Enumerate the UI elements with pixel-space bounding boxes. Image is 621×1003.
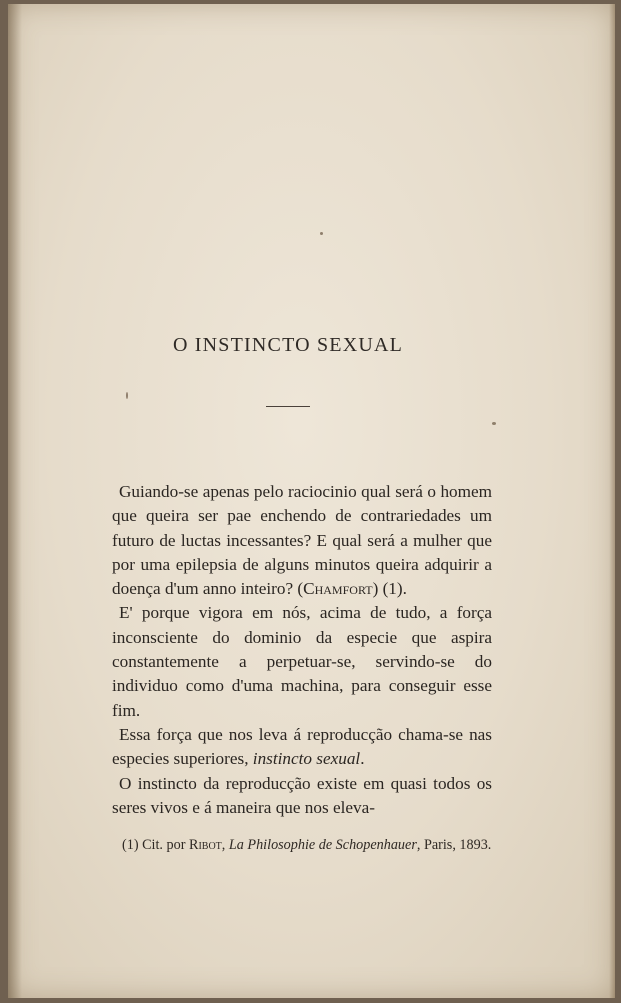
footnote-text — [108, 834, 496, 856]
paragraph-1 — [112, 480, 492, 601]
footnote-author: Ribot — [189, 837, 222, 853]
paragraph-3-end: . — [360, 749, 365, 769]
footnote-suffix: , Paris, 1893. — [416, 837, 492, 853]
book-page — [8, 4, 615, 998]
cited-author: Chamfort — [303, 579, 373, 599]
footnote — [108, 834, 496, 856]
chapter-title: O INSTINCTO SEXUAL — [172, 334, 404, 356]
footnote-work-title: La Philosophie de Schopenhauer — [228, 837, 417, 853]
paragraph-2: E' porque vigora em nós, acima de tudo, a força inconsciente do dominio da especie que aspira constantemente a perpetuar-se, servindo-se do individuo como d'uma machina, para conseguir esse fim. — [112, 603, 492, 720]
page-spine-shadow — [8, 4, 22, 998]
footnote-prefix: (1) Cit. por — [122, 837, 189, 853]
paragraph-4: O instincto da reproducção existe em quasi todos os seres vivos e á maneira que nos eleva- — [112, 773, 492, 817]
paragraph-3-text: Essa força que nos leva á reproducção chama-se nas especies superiores, — [112, 724, 492, 769]
paragraph-1-end: ) (1). — [372, 579, 407, 599]
title-divider — [266, 406, 310, 407]
paragraph-3 — [112, 723, 492, 772]
footnote-separator: , — [221, 837, 229, 853]
emphasized-term: instincto sexual — [252, 749, 361, 769]
paper-fleck — [492, 422, 496, 425]
paper-fleck — [320, 232, 323, 235]
body-text — [112, 480, 492, 820]
page-edge-shadow — [609, 4, 615, 998]
paper-fleck — [126, 392, 128, 399]
paragraph-1-text: Guiando-se apenas pelo raciocinio qual será o homem que queira ser pae enchendo de contrariedades um futuro de luctas incessantes? E qual será a mulher que por uma epilepsia de alguns minutos queira adquirir a doença d'um anno inteiro? ( — [112, 482, 492, 599]
